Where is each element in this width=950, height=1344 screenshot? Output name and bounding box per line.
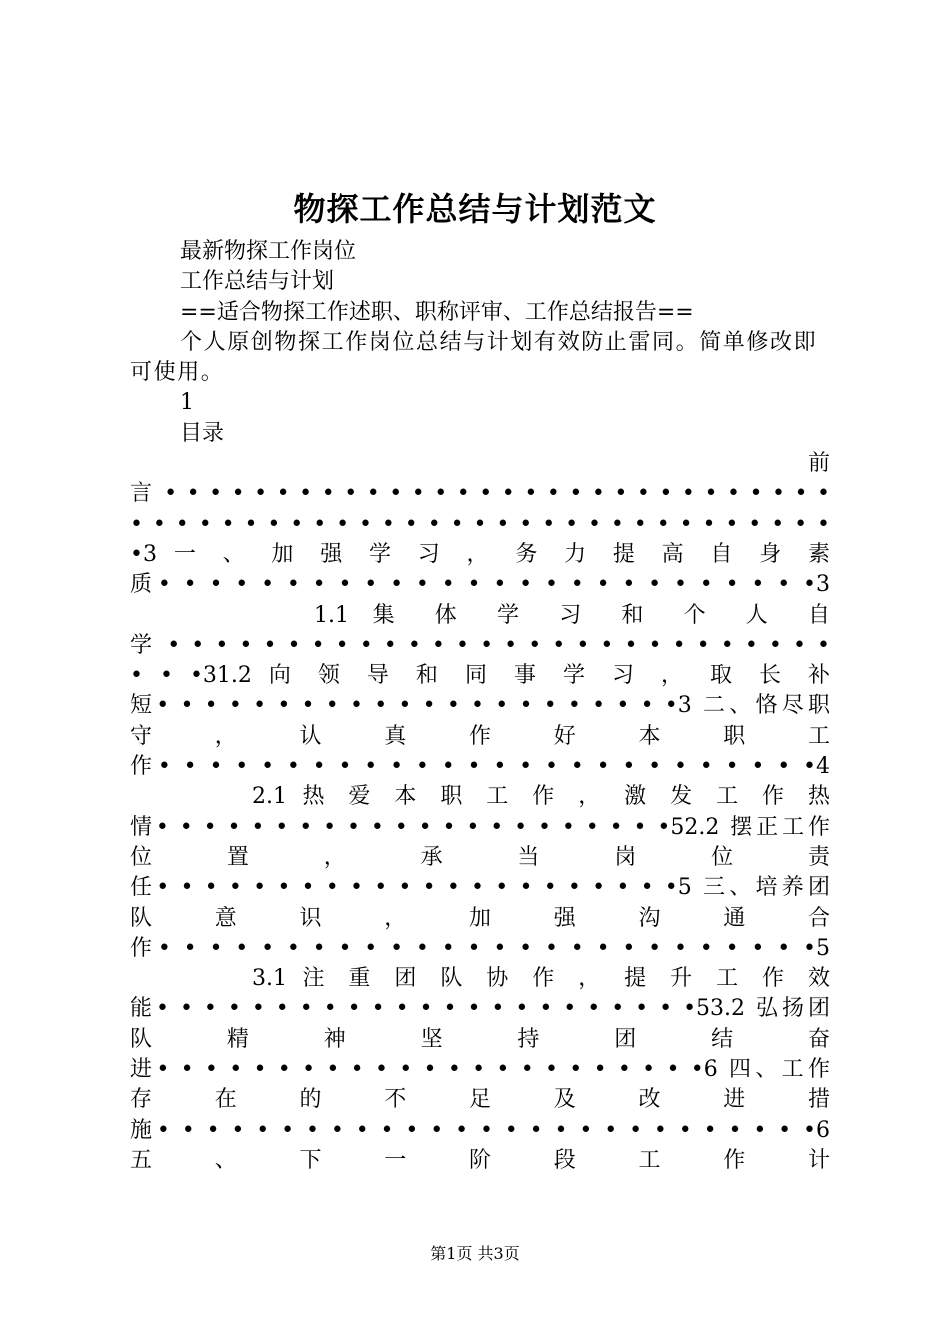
toc-line: 作• • • • • • • • • • • • • • • • • • • • • • • • • •4 — [130, 754, 830, 780]
document-body — [130, 237, 830, 1176]
toc-line: 1.1 集 体 学 习 和 个 人 自 — [314, 602, 830, 628]
page-footer: 第1页 共3页 — [430, 1244, 520, 1263]
toc-heading: 目录 — [180, 420, 225, 446]
toc-line: 3.1 注 重 团 队 协 作 ， 提 升 工 作 效 — [252, 966, 830, 992]
toc-line: 短• • • • • • • • • • • • • • • • • • • • • •3 二、恪尽职 — [130, 693, 830, 719]
toc-line: •3 一 、 加 强 学 习 ， 务 力 提 高 自 身 素 — [130, 541, 830, 567]
document-title: 物探工作总结与计划范文 — [293, 190, 657, 228]
toc-line: 队 精 神 坚 持 团 结 奋 — [130, 1026, 830, 1052]
intro-page-number: 1 — [180, 390, 194, 416]
toc-line: 队 意 识 ， 加 强 沟 通 合 — [130, 905, 830, 931]
toc-line: • • •31.2 向 领 导 和 同 事 学 习 ， 取 长 补 — [130, 663, 830, 689]
intro-line-1: 最新物探工作岗位 — [180, 239, 357, 264]
toc-line: 守 ， 认 真 作 好 本 职 工 — [130, 723, 830, 749]
toc-line: • • • • • • • • • • • • • • • • • • • • • • • • • • • • • • • — [130, 511, 830, 537]
toc-line: 五 、 下 一 阶 段 工 作 计 — [130, 1147, 830, 1173]
toc-line: 作• • • • • • • • • • • • • • • • • • • • • • • • • •5 — [130, 935, 830, 961]
toc-line: 言 • • • • • • • • • • • • • • • • • • • • • • • • • • • • • • — [130, 481, 830, 507]
toc-line: 学 • • • • • • • • • • • • • • • • • • • • • • • • • • • • — [130, 632, 830, 658]
toc-line: 位 置 ， 承 当 岗 位 责 — [130, 844, 830, 870]
table-of-contents — [130, 449, 830, 1176]
toc-line: 前 — [807, 451, 830, 477]
toc-line: 能• • • • • • • • • • • • • • • • • • • • • • •53.2 弘扬团 — [130, 996, 830, 1022]
toc-line: 质• • • • • • • • • • • • • • • • • • • • • • • • • •3 — [130, 572, 830, 598]
intro-paragraph: 个人原创物探工作岗位总结与计划有效防止雷同。简单修改即可使用。 — [130, 329, 818, 386]
toc-line: 任• • • • • • • • • • • • • • • • • • • • • •5 三、培养团 — [130, 875, 830, 901]
toc-line: 情• • • • • • • • • • • • • • • • • • • • • •52.2 摆正工作 — [130, 814, 830, 840]
intro-line-3: ==适合物探工作述职、职称评审、工作总结报告== — [180, 299, 694, 325]
toc-line: 施• • • • • • • • • • • • • • • • • • • • • • • • • • •6 — [130, 1117, 830, 1143]
intro-line-2: 工作总结与计划 — [180, 269, 335, 295]
toc-line: 进• • • • • • • • • • • • • • • • • • • • • • •6 四、工作 — [130, 1057, 830, 1083]
toc-line: 存 在 的 不 足 及 改 进 措 — [130, 1087, 830, 1113]
toc-line: 2.1 热 爱 本 职 工 作 ， 激 发 工 作 热 — [252, 784, 830, 810]
